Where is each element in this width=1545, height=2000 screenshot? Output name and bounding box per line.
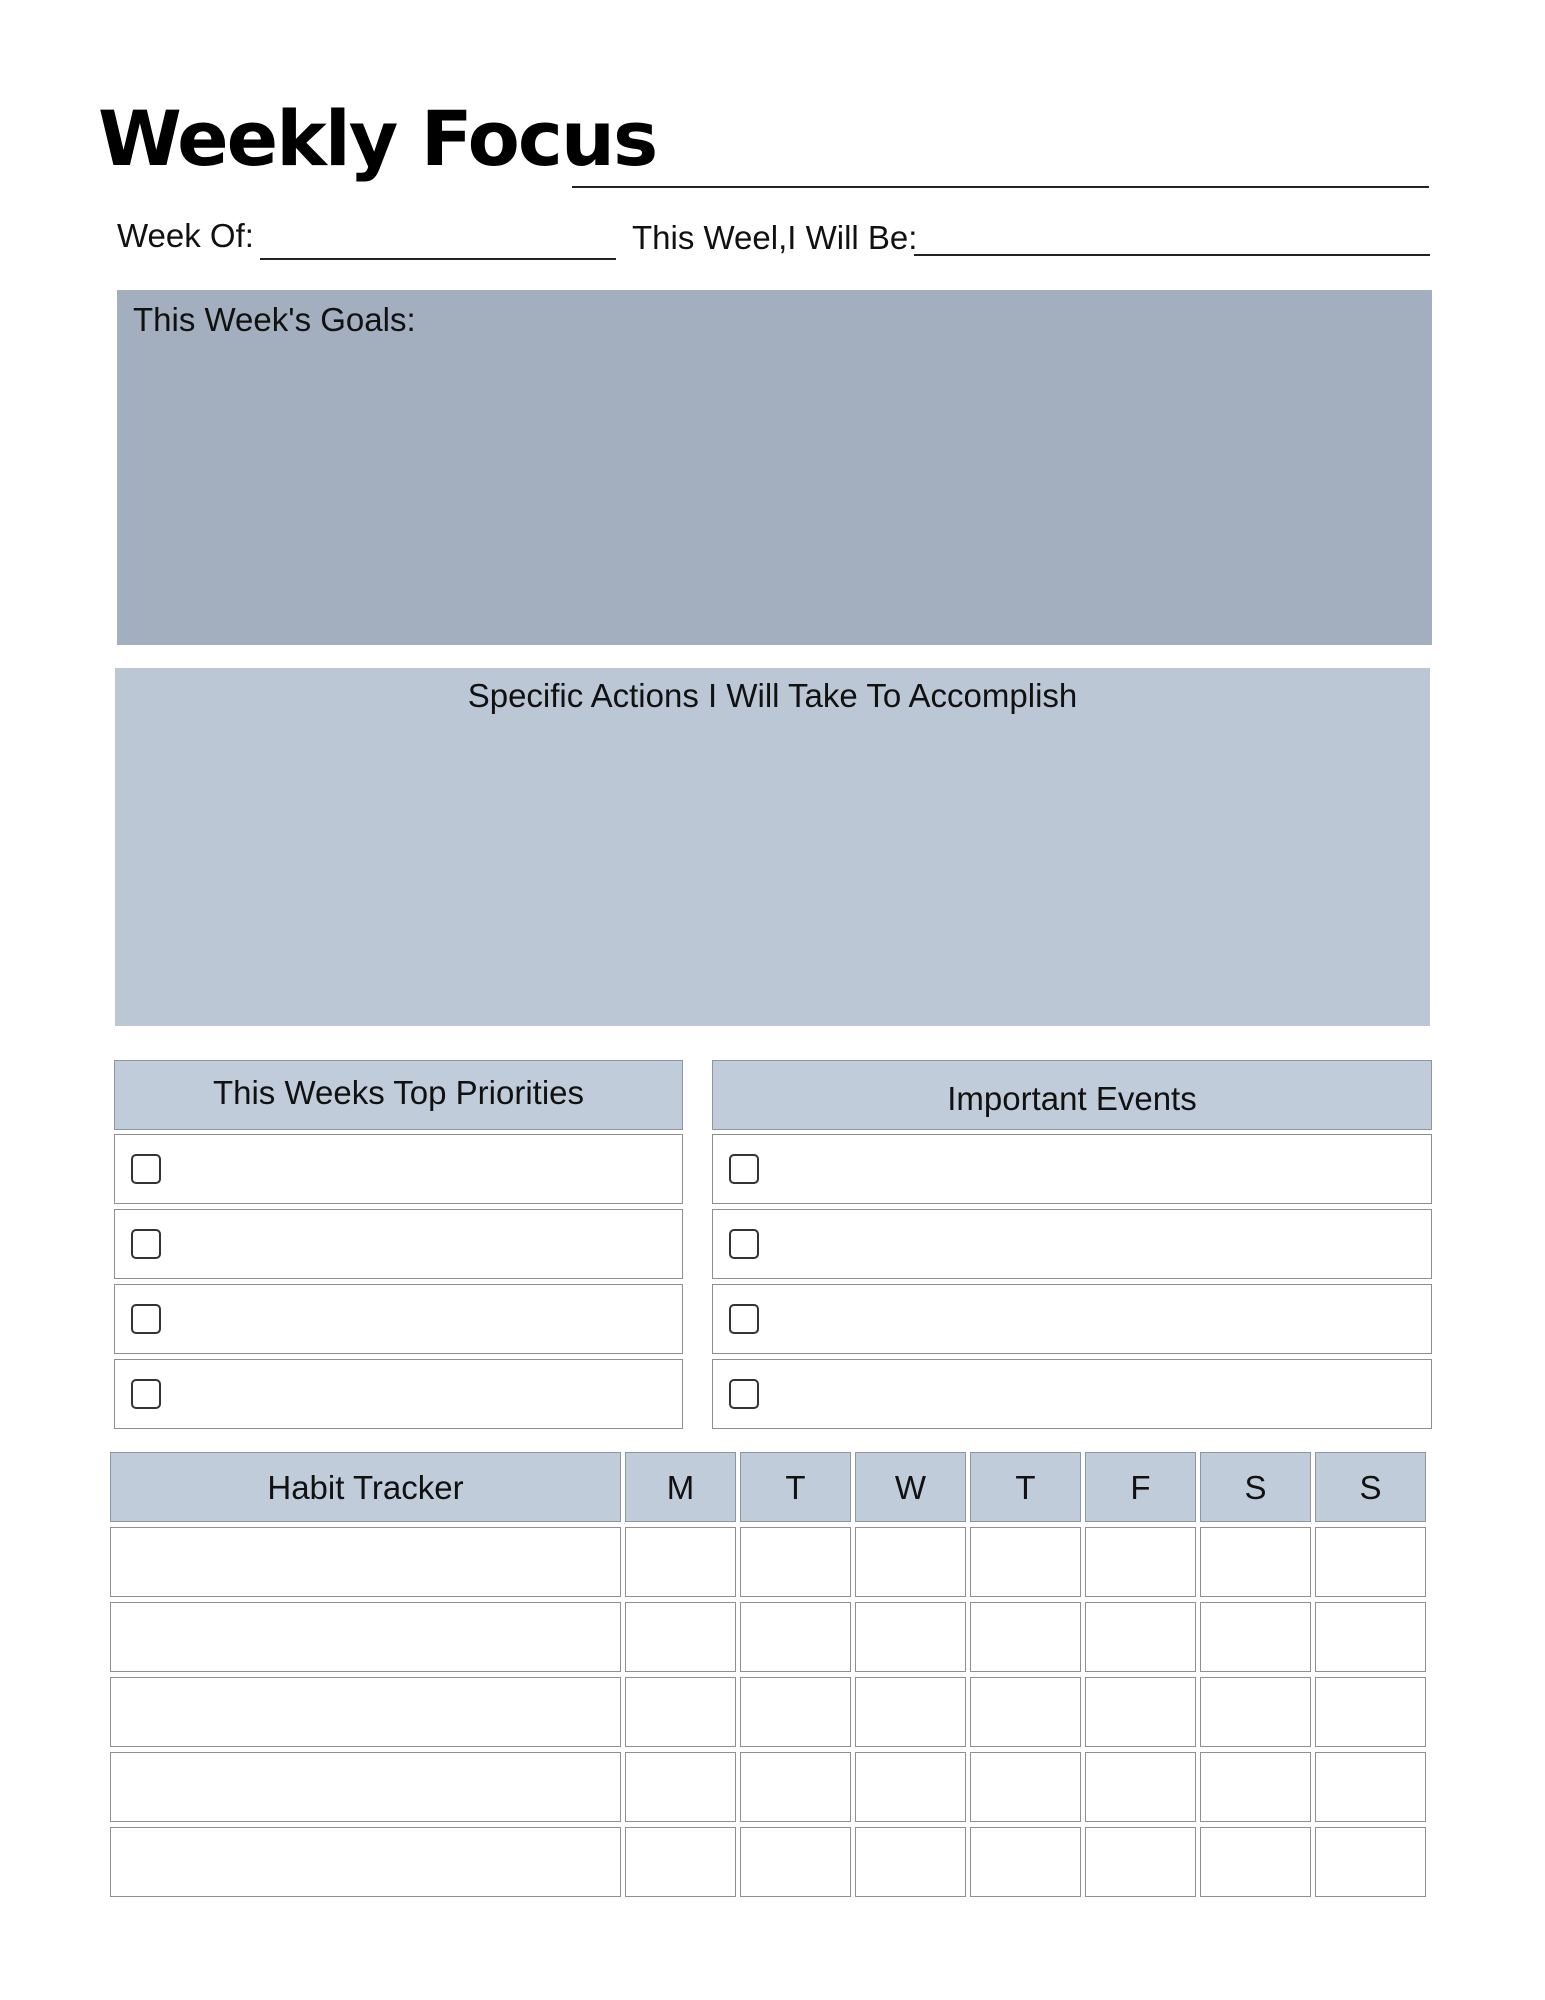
habit-day-cell[interactable] — [970, 1827, 1081, 1897]
habit-day-cell[interactable] — [740, 1602, 851, 1672]
habit-day-cell[interactable] — [740, 1752, 851, 1822]
habit-day-cell[interactable] — [855, 1527, 966, 1597]
habit-day-cell[interactable] — [1315, 1827, 1426, 1897]
checkbox[interactable] — [729, 1154, 759, 1184]
habit-day-cell[interactable] — [1200, 1677, 1311, 1747]
habit-day-cell[interactable] — [1085, 1602, 1196, 1672]
checkbox[interactable] — [729, 1379, 759, 1409]
habit-day-cell[interactable] — [740, 1827, 851, 1897]
habit-name-cell[interactable] — [110, 1527, 621, 1597]
events-section — [712, 1060, 1432, 1429]
event-row[interactable] — [712, 1284, 1432, 1354]
habit-day-cell[interactable] — [1315, 1677, 1426, 1747]
habit-name-cell[interactable] — [110, 1827, 621, 1897]
page-title: Weekly Focus — [98, 94, 657, 183]
habit-day-cell[interactable] — [855, 1827, 966, 1897]
events-header: Important Events — [712, 1060, 1432, 1130]
habit-day-cell[interactable] — [625, 1752, 736, 1822]
checkbox[interactable] — [131, 1154, 161, 1184]
day-header-sun: S — [1315, 1452, 1426, 1522]
this-week-label: This Weel,I Will Be: — [632, 219, 918, 256]
priorities-section — [114, 1060, 683, 1429]
habit-day-cell[interactable] — [1200, 1827, 1311, 1897]
event-row[interactable] — [712, 1359, 1432, 1429]
checkbox[interactable] — [131, 1304, 161, 1334]
priorities-header: This Weeks Top Priorities — [114, 1060, 683, 1130]
day-header-tue: T — [740, 1452, 851, 1522]
checkbox[interactable] — [131, 1229, 161, 1259]
checkbox[interactable] — [131, 1379, 161, 1409]
habit-day-cell[interactable] — [970, 1677, 1081, 1747]
habit-name-cell[interactable] — [110, 1752, 621, 1822]
habit-day-cell[interactable] — [1315, 1527, 1426, 1597]
event-row[interactable] — [712, 1134, 1432, 1204]
priority-row[interactable] — [114, 1359, 683, 1429]
habit-day-cell[interactable] — [855, 1677, 966, 1747]
habit-day-cell[interactable] — [625, 1527, 736, 1597]
habit-day-cell[interactable] — [970, 1752, 1081, 1822]
day-header-fri: F — [1085, 1452, 1196, 1522]
day-header-thu: T — [970, 1452, 1081, 1522]
habit-tracker — [110, 1452, 1425, 1897]
habit-day-cell[interactable] — [740, 1527, 851, 1597]
actions-box[interactable] — [115, 668, 1430, 1026]
habit-day-cell[interactable] — [970, 1527, 1081, 1597]
goals-box[interactable] — [117, 290, 1432, 645]
day-header-mon: M — [625, 1452, 736, 1522]
habit-day-cell[interactable] — [625, 1677, 736, 1747]
actions-label: Specific Actions I Will Take To Accomplish — [467, 677, 1078, 714]
habit-day-cell[interactable] — [1200, 1527, 1311, 1597]
habit-day-cell[interactable] — [1085, 1677, 1196, 1747]
checkbox[interactable] — [729, 1229, 759, 1259]
week-of-label: Week Of: — [117, 217, 254, 254]
habit-day-cell[interactable] — [1315, 1752, 1426, 1822]
habit-day-cell[interactable] — [1085, 1752, 1196, 1822]
priority-row[interactable] — [114, 1284, 683, 1354]
priority-row[interactable] — [114, 1209, 683, 1279]
habit-day-cell[interactable] — [855, 1752, 966, 1822]
habit-day-cell[interactable] — [970, 1602, 1081, 1672]
checkbox[interactable] — [729, 1304, 759, 1334]
priority-row[interactable] — [114, 1134, 683, 1204]
habit-name-cell[interactable] — [110, 1677, 621, 1747]
event-row[interactable] — [712, 1209, 1432, 1279]
habit-day-cell[interactable] — [855, 1602, 966, 1672]
this-week-line[interactable] — [914, 254, 1430, 256]
habit-day-cell[interactable] — [625, 1602, 736, 1672]
habit-tracker-header: Habit Tracker — [110, 1452, 621, 1522]
goals-label: This Week's Goals: — [133, 301, 416, 338]
habit-day-cell[interactable] — [1315, 1602, 1426, 1672]
habit-day-cell[interactable] — [1085, 1527, 1196, 1597]
habit-day-cell[interactable] — [625, 1827, 736, 1897]
day-header-sat: S — [1200, 1452, 1311, 1522]
habit-day-cell[interactable] — [740, 1677, 851, 1747]
habit-day-cell[interactable] — [1200, 1602, 1311, 1672]
habit-day-cell[interactable] — [1085, 1827, 1196, 1897]
habit-day-cell[interactable] — [1200, 1752, 1311, 1822]
day-header-wed: W — [855, 1452, 966, 1522]
week-of-line[interactable] — [260, 258, 616, 260]
title-underline — [572, 186, 1429, 188]
habit-name-cell[interactable] — [110, 1602, 621, 1672]
